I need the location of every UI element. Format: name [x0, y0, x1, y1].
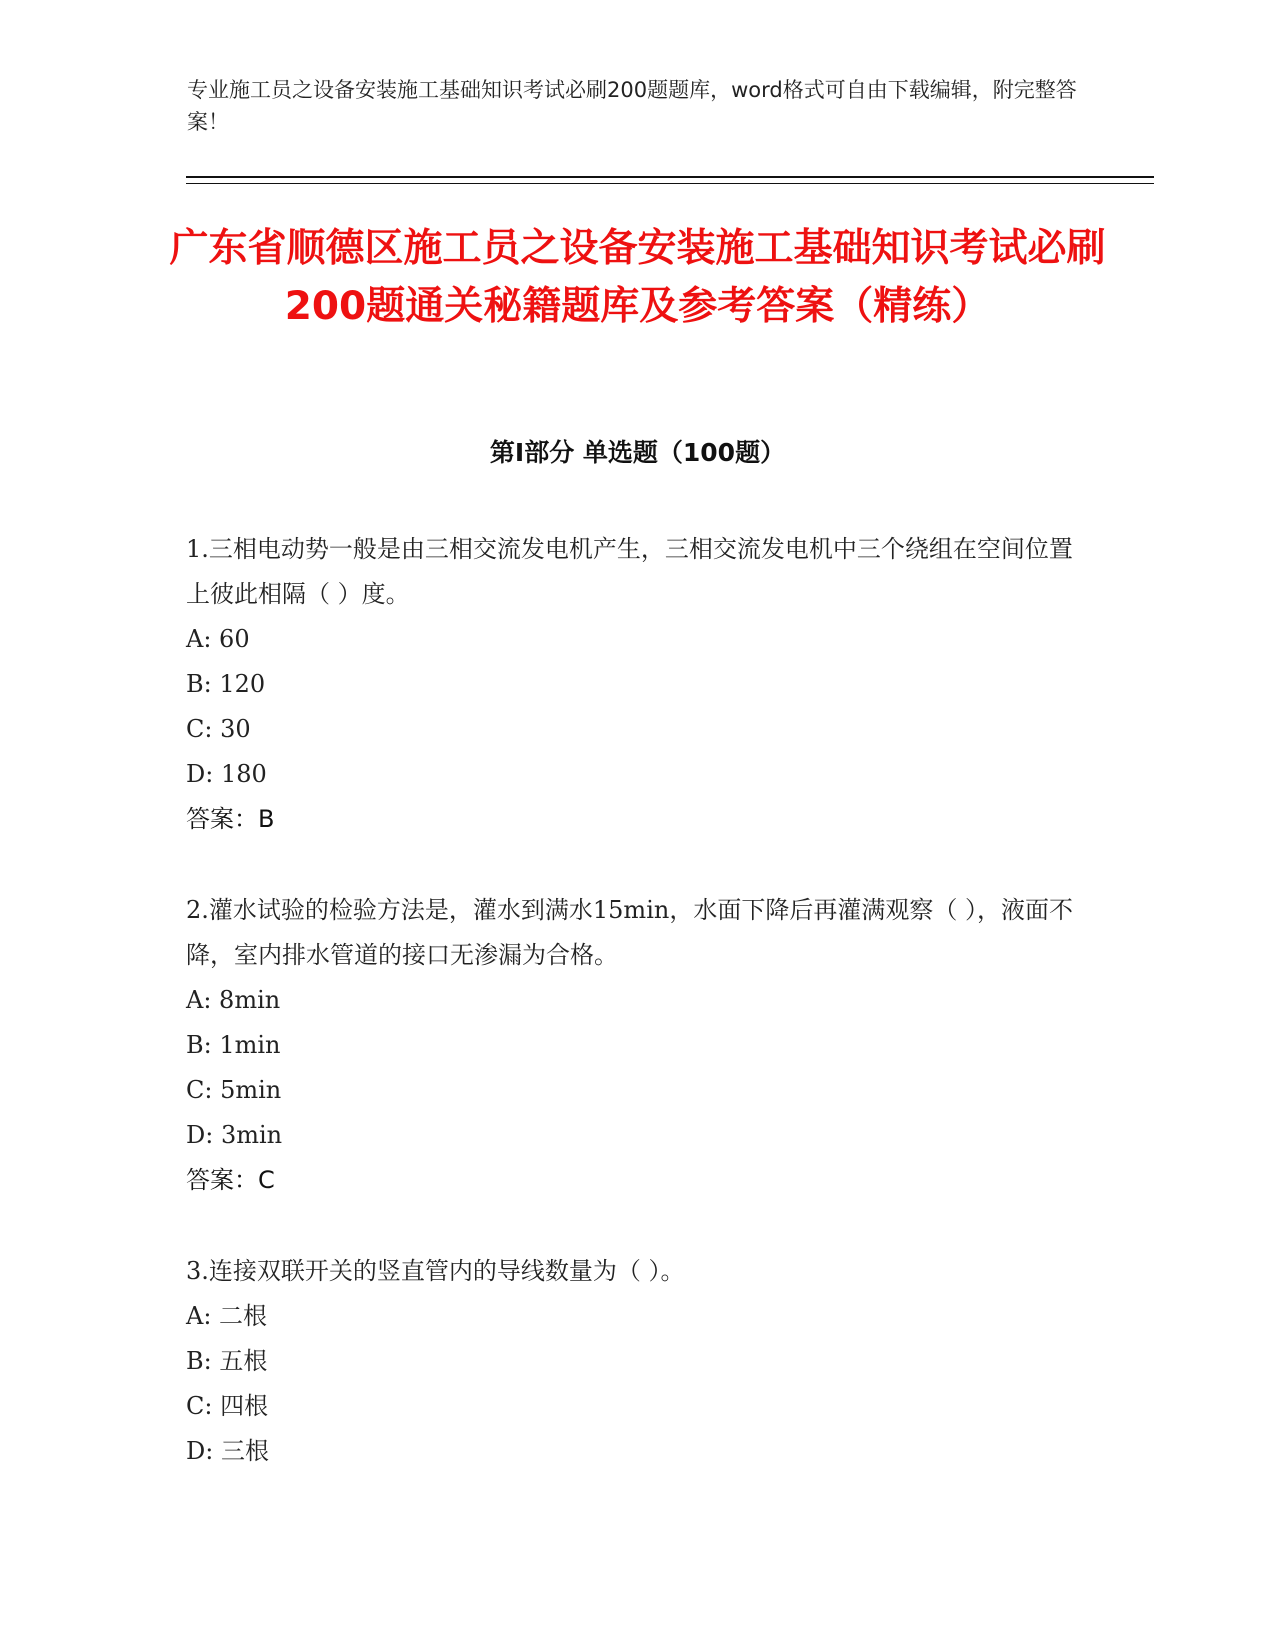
- option-c: C: 30: [186, 715, 251, 743]
- section-heading: 第I部分 单选题（100题）: [489, 438, 786, 467]
- option-b: B: 五根: [186, 1347, 268, 1375]
- option-d: D: 三根: [186, 1437, 269, 1465]
- option-c: C: 5min: [186, 1076, 282, 1104]
- document-title: 广东省顺德区施工员之设备安装施工基础知识考试必刷200题通关秘籍题库及参考答案（精练）: [169, 226, 1106, 329]
- option-a: A: 二根: [186, 1302, 268, 1330]
- question-1: [186, 527, 1086, 842]
- option-d: D: 3min: [186, 1121, 283, 1149]
- question-stem: 3.连接双联开关的竖直管内的导线数量为（ ）。: [186, 1257, 685, 1285]
- question-3: [186, 1249, 1086, 1474]
- option-a: A: 60: [186, 625, 250, 653]
- option-d: D: 180: [186, 760, 267, 788]
- header-divider-thick: [186, 176, 1154, 178]
- question-list: [186, 527, 1086, 1520]
- answer: 答案：C: [186, 1166, 275, 1194]
- option-a: A: 8min: [186, 986, 281, 1014]
- option-b: B: 1min: [186, 1031, 281, 1059]
- header-divider-thin: [186, 183, 1154, 184]
- header-note: 专业施工员之设备安装施工基础知识考试必刷200题题库，word格式可自由下载编辑，附完整答案！: [187, 78, 1077, 134]
- option-c: C: 四根: [186, 1392, 269, 1420]
- question-stem: 1.三相电动势一般是由三相交流发电机产生，三相交流发电机中三个绕组在空间位置上彼此相隔（ ）度。: [186, 535, 1073, 608]
- option-b: B: 120: [186, 670, 266, 698]
- question-2: [186, 888, 1086, 1203]
- question-stem: 2.灌水试验的检验方法是，灌水到满水15min，水面下降后再灌满观察（ ），液面不降，室内排水管道的接口无渗漏为合格。: [186, 896, 1073, 969]
- answer: 答案：B: [186, 805, 275, 833]
